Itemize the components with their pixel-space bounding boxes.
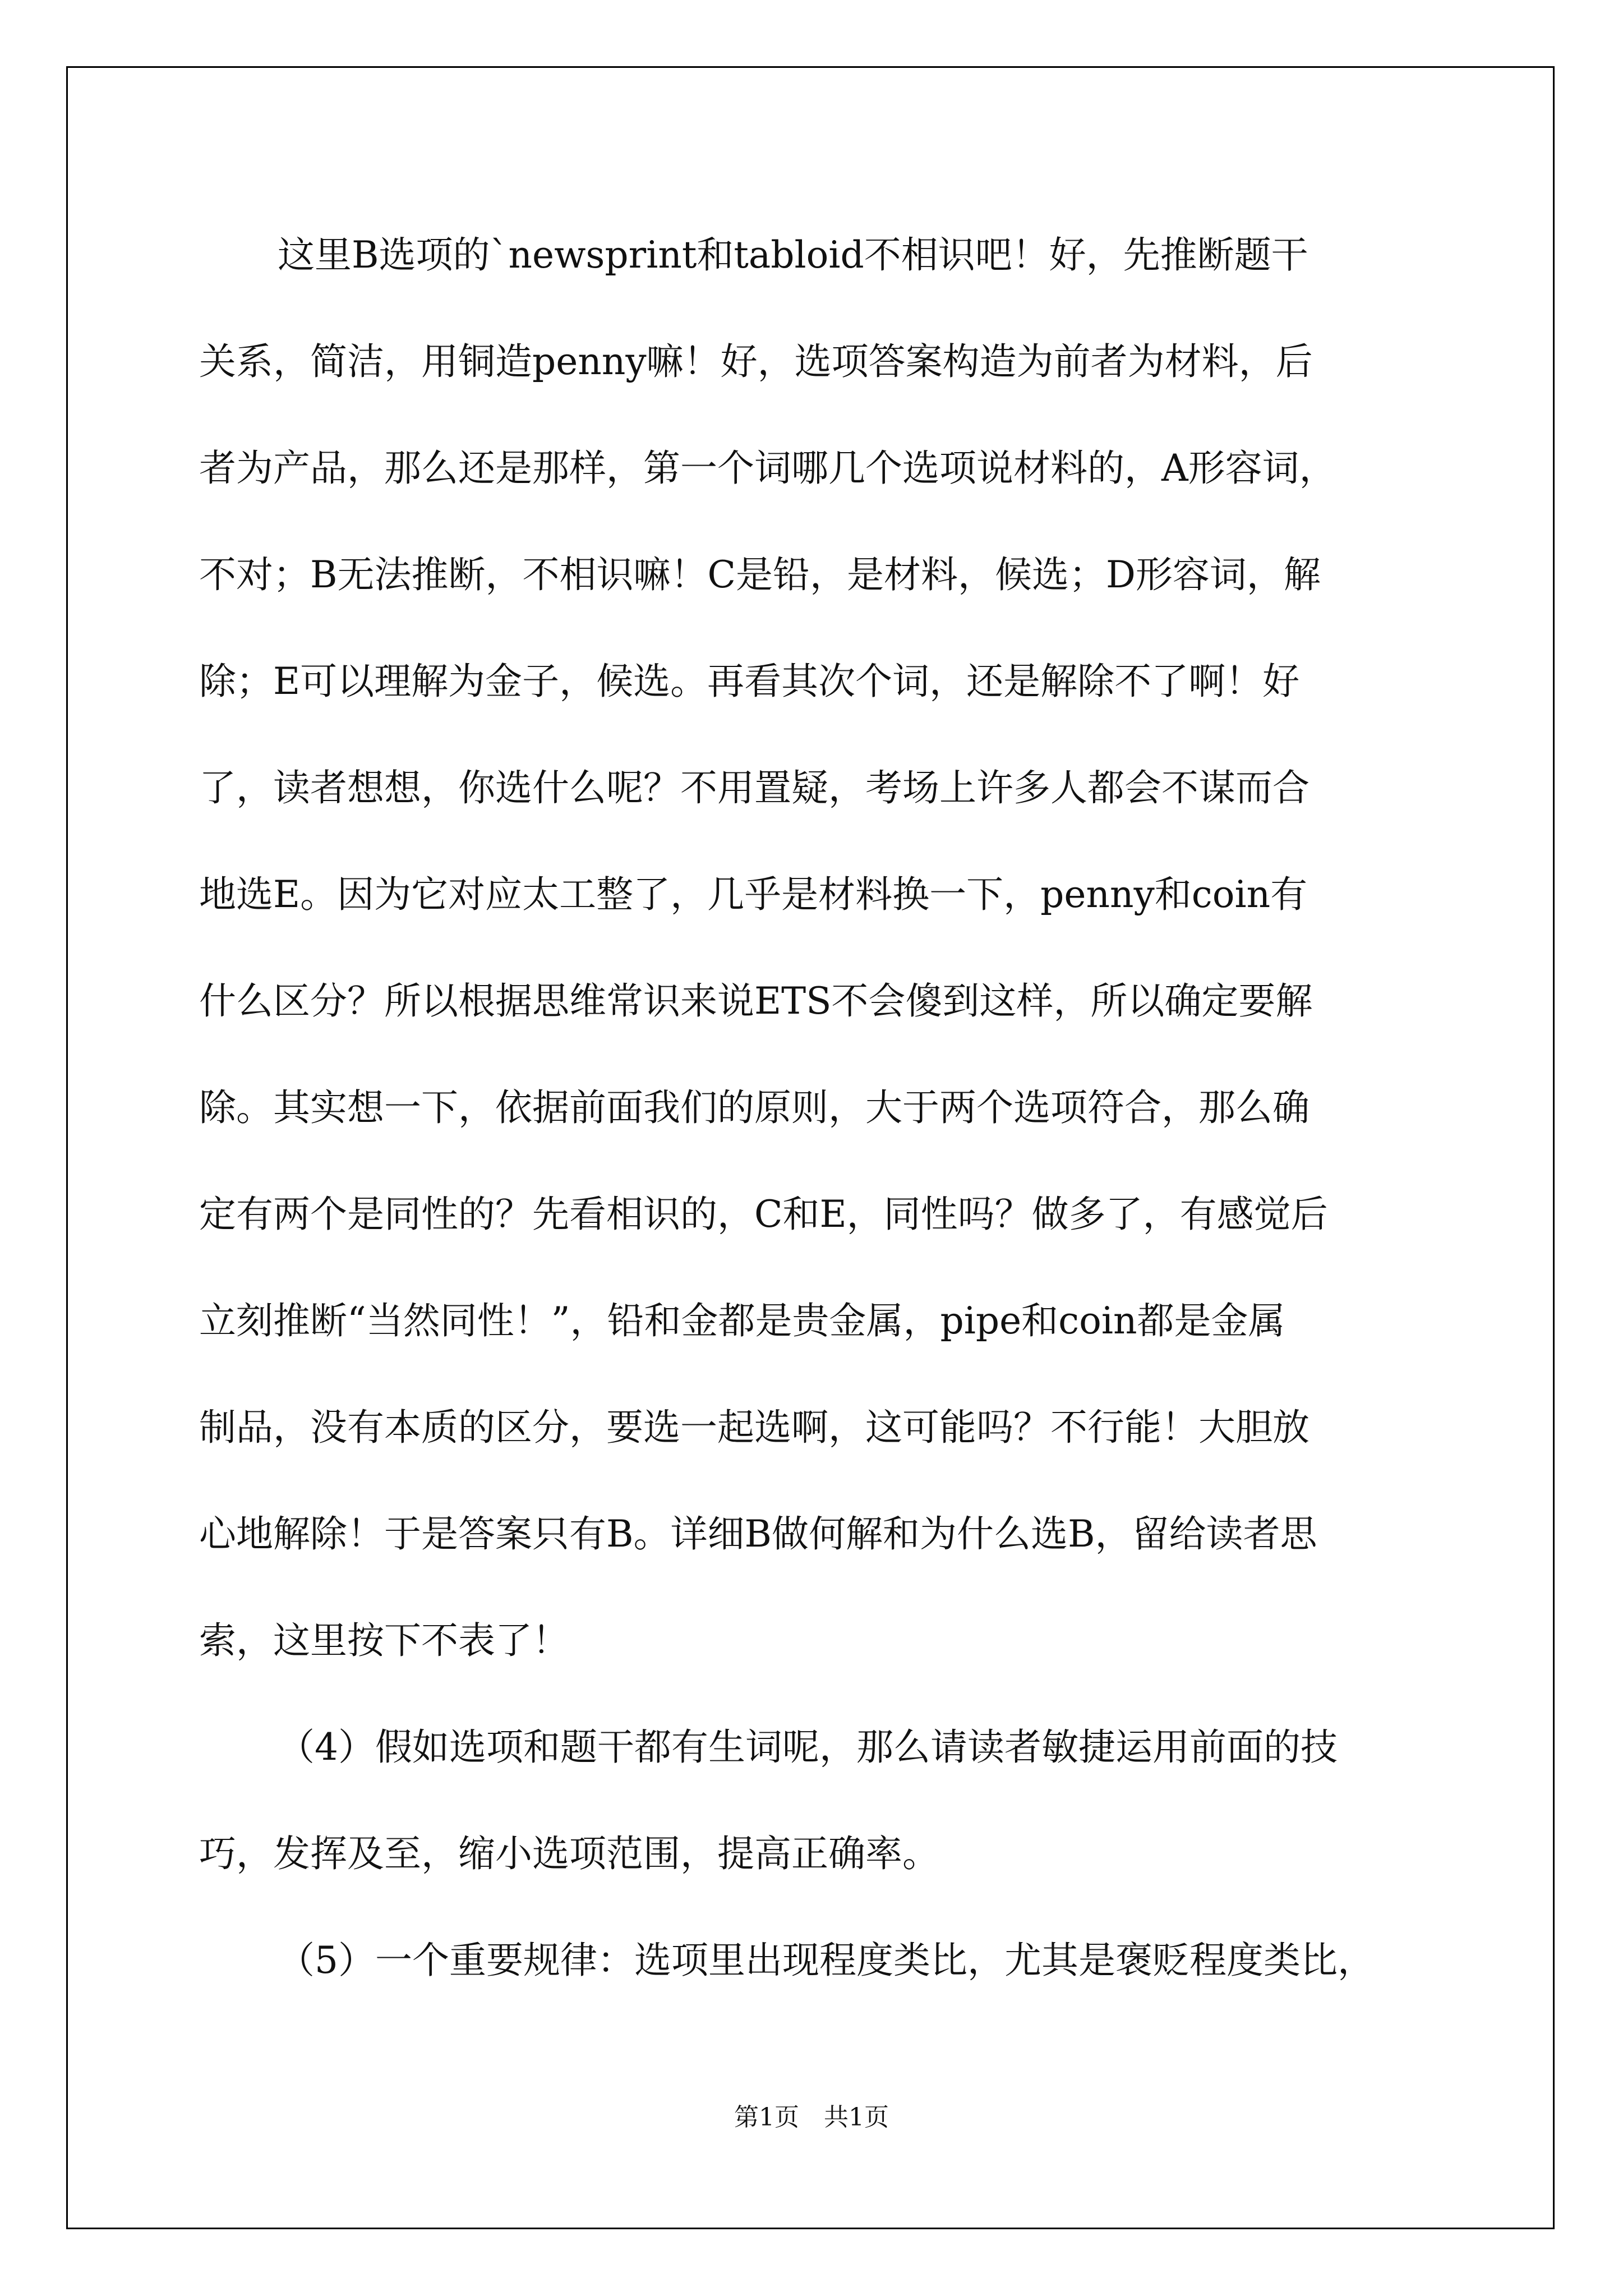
paragraph-line: 什么区分？所以根据思维常识来说ETS不会傻到这样，所以确定要解 — [199, 979, 1313, 1023]
paragraph-line: （4）假如选项和题干都有生词呢，那么请读者敏捷运用前面的技 — [278, 1726, 1338, 1769]
paragraph-line: 这里B选项的`newsprint和tabloid不相识吧！好，先推断题干 — [278, 233, 1308, 277]
document-body — [199, 202, 1422, 2014]
paragraph-line: 索，这里按下不表了！ — [199, 1619, 569, 1662]
paragraph-line: 不对；B无法推断，不相识嘛！C是铅，是材料，候选；D形容词，解 — [199, 553, 1321, 596]
paragraph-line: 了，读者想想，你选什么呢？不用置疑，考场上许多人都会不谋而合 — [199, 766, 1310, 809]
paragraph-line: 制品，没有本质的区分，要选一起选啊，这可能吗？不行能！大胆放 — [199, 1406, 1310, 1449]
paragraph-line: 除；E可以理解为金子，候选。再看其次个词，还是解除不了啊！好 — [199, 660, 1300, 703]
paragraph-line: 关系，简洁，用铜造penny嘛！好，选项答案构造为前者为材料，后 — [199, 340, 1313, 383]
paragraph-line: 立刻推断“当然同性！”，铅和金都是贵金属，pipe和coin都是金属 — [199, 1299, 1285, 1342]
paragraph-line: 除。其实想一下，依据前面我们的原则，大于两个选项符合，那么确 — [199, 1086, 1310, 1129]
paragraph-line: 定有两个是同性的？先看相识的，C和E，同性吗？做多了，有感觉后 — [199, 1193, 1328, 1236]
page-number: 第1页 共1页 — [734, 2103, 889, 2132]
paragraph-line: 者为产品，那么还是那样，第一个词哪几个选项说材料的，A形容词， — [199, 447, 1336, 490]
paragraph-line: 心地解除！于是答案只有B。详细B做何解和为什么选B，留给读者思 — [199, 1512, 1317, 1556]
paragraph-line: 巧，发挥及至，缩小选项范围，提高正确率。 — [199, 1832, 939, 1875]
paragraph-line: 地选E。因为它对应太工整了，几乎是材料换一下，penny和coin有 — [199, 873, 1308, 916]
paragraph-line: （5）一个重要规律：选项里出现程度类比，尤其是褒贬程度类比， — [278, 1939, 1375, 1982]
